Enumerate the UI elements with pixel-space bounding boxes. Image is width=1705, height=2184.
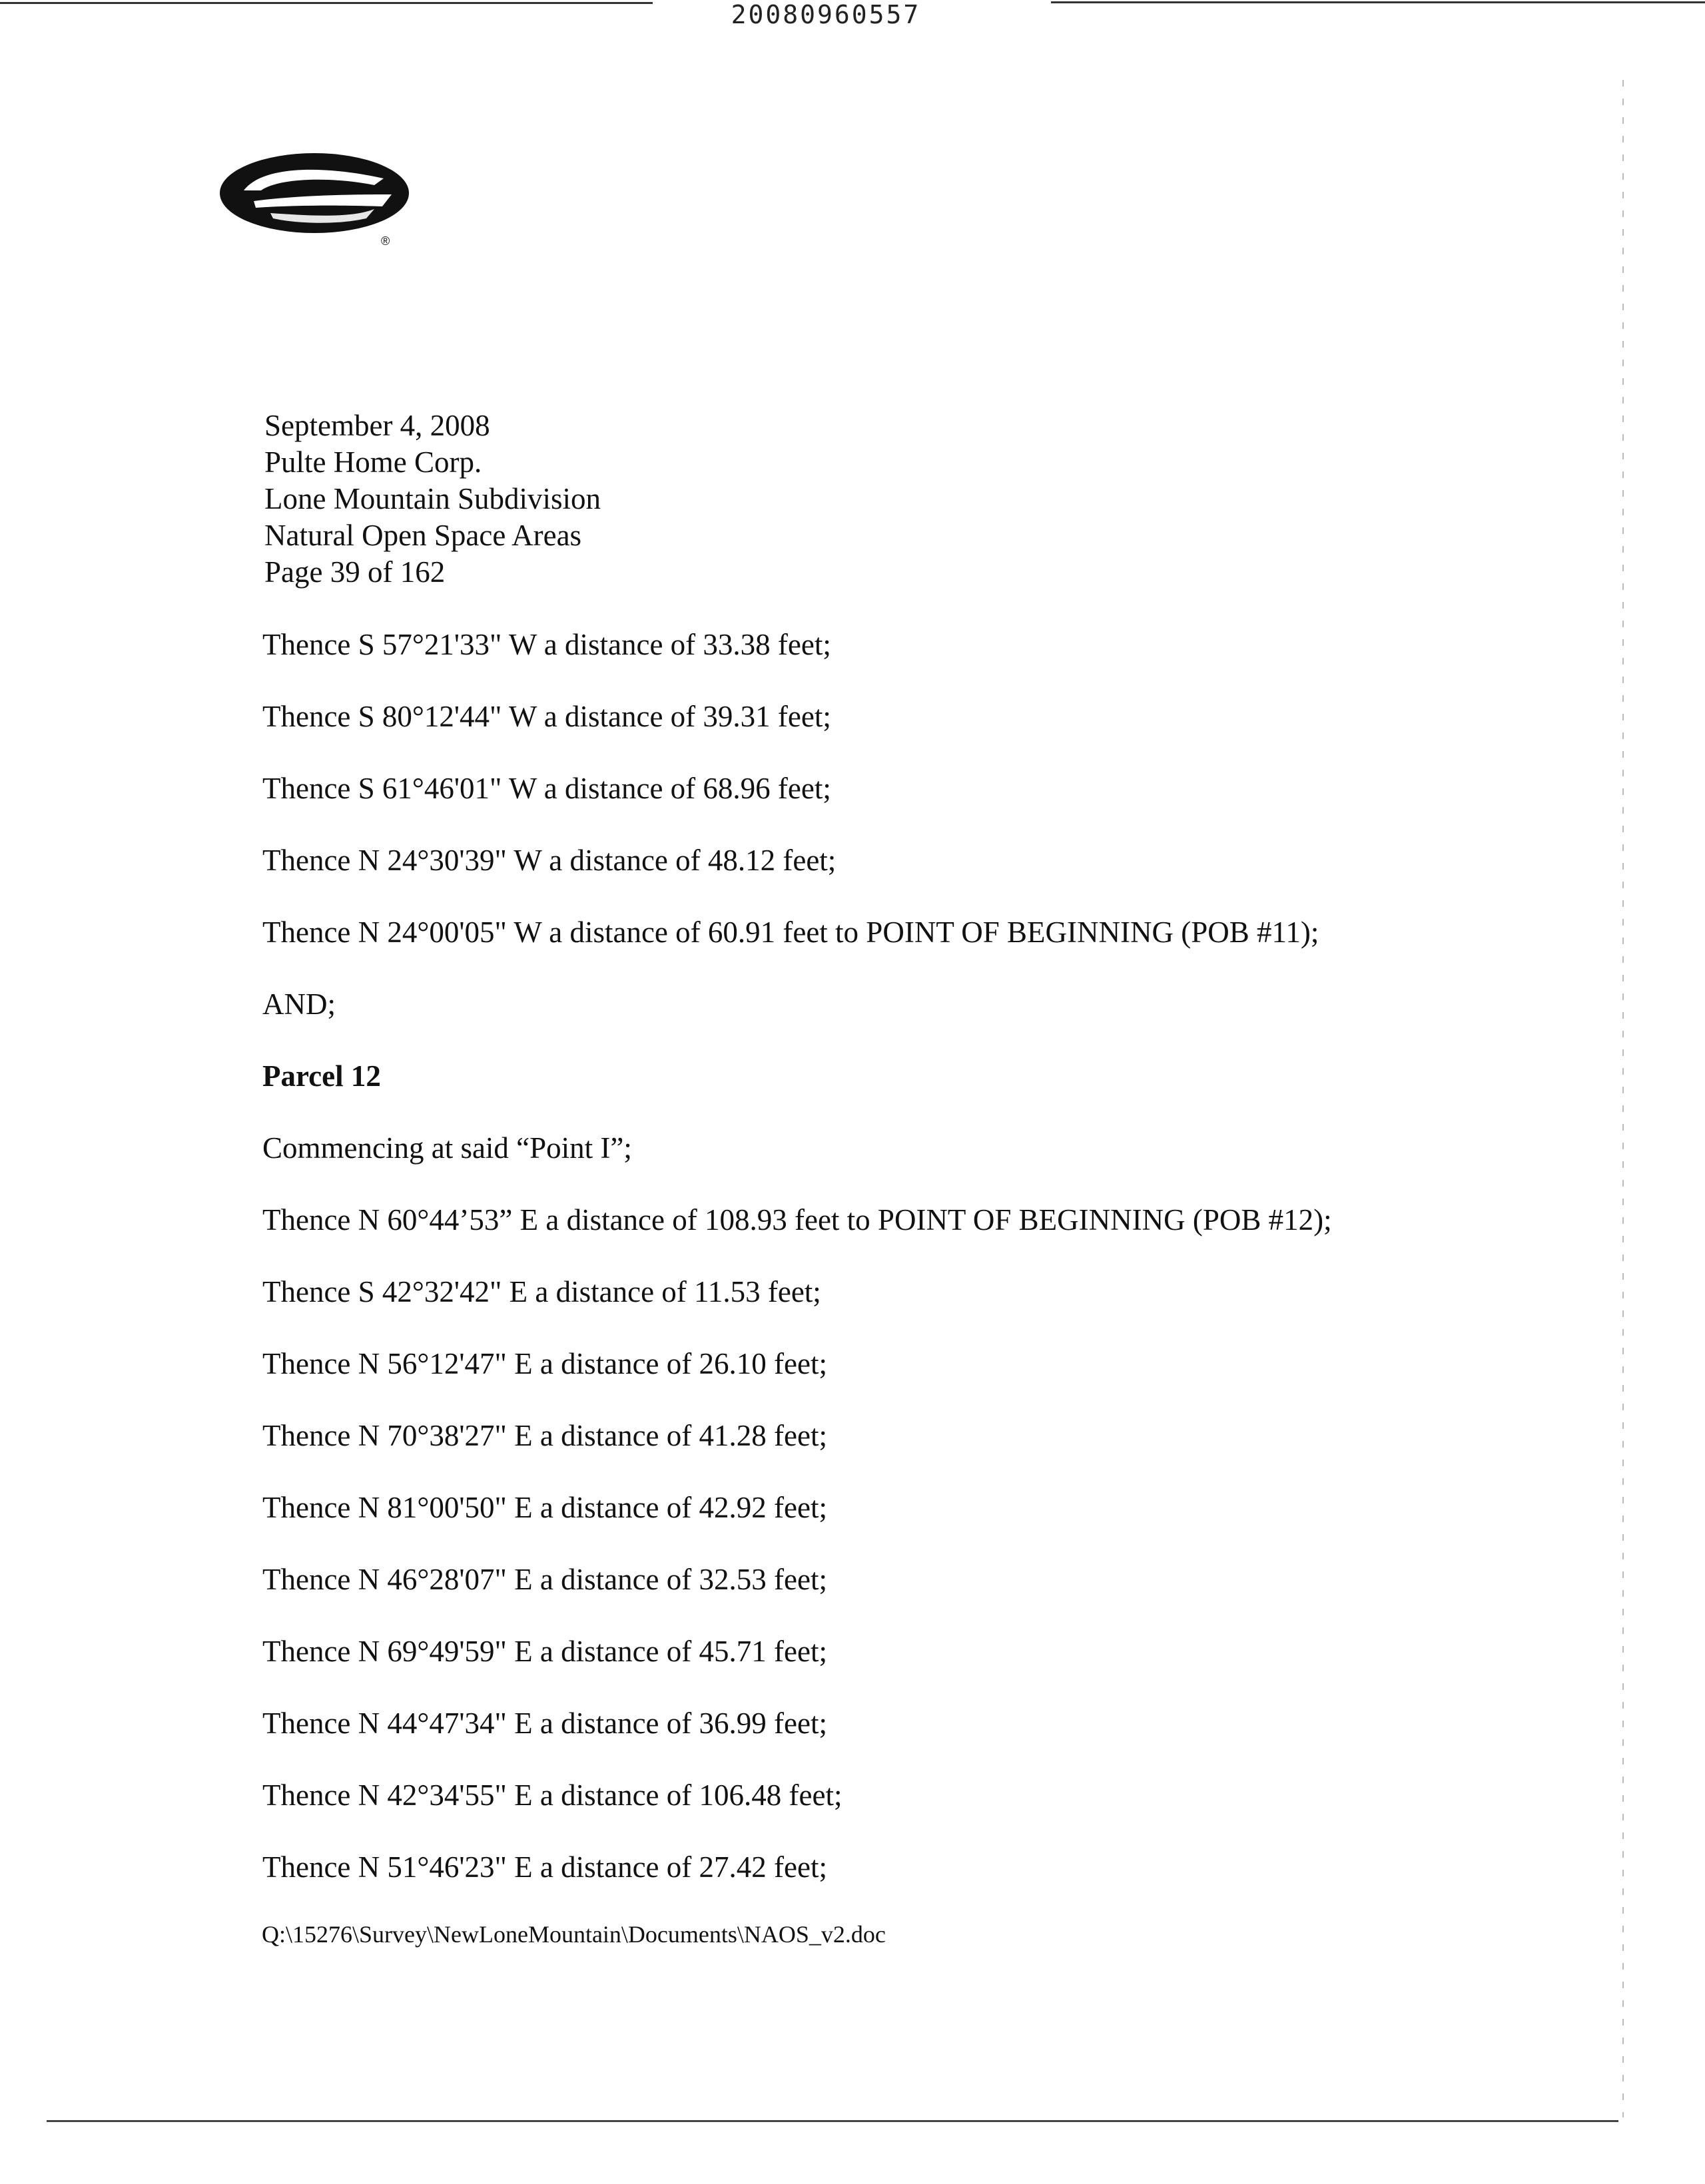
header-date: September 4, 2008 <box>264 409 490 442</box>
header-subject: Natural Open Space Areas <box>264 519 582 552</box>
course-line: Thence S 42°32'42" E a distance of 11.53 feet; <box>262 1275 821 1308</box>
footer-file-path: Q:\15276\Survey\NewLoneMountain\Documents\NAOS_v2.doc <box>262 1921 886 1948</box>
course-line: Thence N 81°00'50" E a distance of 42.92 feet; <box>262 1491 827 1524</box>
top-rule-left <box>0 2 653 4</box>
course-line: Thence N 56°12'47" E a distance of 26.10 feet; <box>262 1347 827 1380</box>
header-subdivision: Lone Mountain Subdivision <box>264 482 601 515</box>
commencement-line: Commencing at said “Point I”; <box>262 1131 632 1165</box>
course-line: Thence N 70°38'27" E a distance of 41.28 feet; <box>262 1419 827 1452</box>
course-line: Thence N 46°28'07" E a distance of 32.53 feet; <box>262 1563 827 1596</box>
registered-mark: ® <box>381 234 390 248</box>
top-rule-right <box>1051 1 1705 3</box>
header-page-number: Page 39 of 162 <box>264 555 446 589</box>
bottom-rule <box>47 2120 1618 2122</box>
conjunction-line: AND; <box>262 987 336 1021</box>
course-line: Thence N 60°44’53” E a distance of 108.93 feet to POINT OF BEGINNING (POB #12); <box>262 1203 1332 1236</box>
header-company: Pulte Home Corp. <box>264 445 482 479</box>
course-line: Thence N 44°47'34" E a distance of 36.99 feet; <box>262 1707 827 1740</box>
scan-edge <box>1622 80 1624 2117</box>
parcel-heading: Parcel 12 <box>262 1059 381 1093</box>
course-line: Thence N 51°46'23" E a distance of 27.42 feet; <box>262 1850 827 1884</box>
course-line: Thence N 42°34'55" E a distance of 106.48 feet; <box>262 1778 843 1812</box>
document-number: 20080960557 <box>731 0 921 29</box>
letter-header <box>264 408 601 591</box>
course-line: Thence S 80°12'44" W a distance of 39.31 feet; <box>262 700 831 733</box>
course-line: Thence S 57°21'33" W a distance of 33.38 feet; <box>262 628 831 661</box>
course-line: Thence S 61°46'01" W a distance of 68.96 feet; <box>262 772 831 805</box>
course-line: Thence N 69°49'59" E a distance of 45.71 feet; <box>262 1635 827 1668</box>
course-line: Thence N 24°00'05" W a distance of 60.91 feet to POINT OF BEGINNING (POB #11); <box>262 916 1319 949</box>
course-line: Thence N 24°30'39" W a distance of 48.12 feet; <box>262 844 837 877</box>
s-logo-icon <box>217 152 417 248</box>
